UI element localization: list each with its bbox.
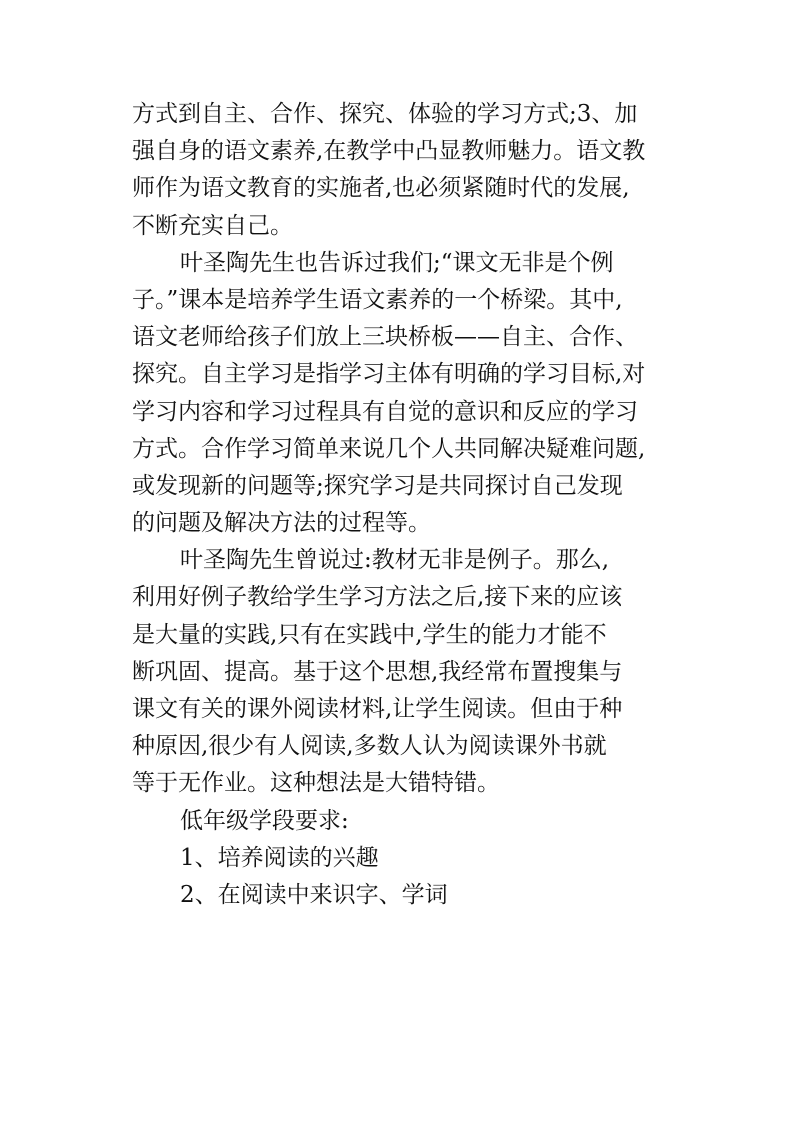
text-line: 断巩固、提高。基于这个思想,我经常布置搜集与 xyxy=(132,658,623,685)
text-line: 种原因,很少有人阅读,多数人认为阅读课外书就 xyxy=(132,733,607,760)
section-heading: 低年级学段要求: xyxy=(180,807,349,834)
list-item: 1、培养阅读的兴趣 xyxy=(180,844,379,871)
text-line: 的问题及解决方法的过程等。 xyxy=(132,510,431,537)
list-item: 2、在阅读中来识字、学词 xyxy=(180,881,448,908)
text-line: 不断充实自己。 xyxy=(132,212,293,239)
text-line: 课文有关的课外阅读材料,让学生阅读。但由于种 xyxy=(132,696,623,722)
text-line: 师作为语文教育的实施者,也必须紧随时代的发展, xyxy=(132,175,630,202)
text-line: 学习内容和学习过程具有自觉的意识和反应的学习 xyxy=(132,398,638,425)
body-text xyxy=(132,96,672,914)
text-line: 方式。合作学习简单来说几个人共同解决疑难问题, xyxy=(132,435,646,462)
text-line: 强自身的语文素养,在教学中凸显教师魅力。语文教 xyxy=(132,138,646,165)
text-line: 方式到自主、合作、探究、体验的学习方式;3、加 xyxy=(132,101,638,127)
text-line: 探究。自主学习是指学习主体有明确的学习目标,对 xyxy=(132,361,646,388)
text-line: 语文老师给孩子们放上三块桥板——自主、合作、 xyxy=(132,324,638,351)
text-line: 子。”课本是培养学生语文素养的一个桥梁。其中, xyxy=(132,286,623,313)
text-line: 等于无作业。这种想法是大错特错。 xyxy=(132,770,500,797)
paragraph-first-line: 叶圣陶先生曾说过:教材无非是例子。那么, xyxy=(180,547,610,574)
paragraph-first-line: 叶圣陶先生也告诉过我们;“课文无非是个例 xyxy=(180,249,614,276)
text-line: 或发现新的问题等;探究学习是共同探讨自己发现 xyxy=(132,472,623,499)
text-line: 利用好例子教给学生学习方法之后,接下来的应该 xyxy=(132,584,623,611)
text-line: 是大量的实践,只有在实践中,学生的能力才能不 xyxy=(132,621,607,648)
